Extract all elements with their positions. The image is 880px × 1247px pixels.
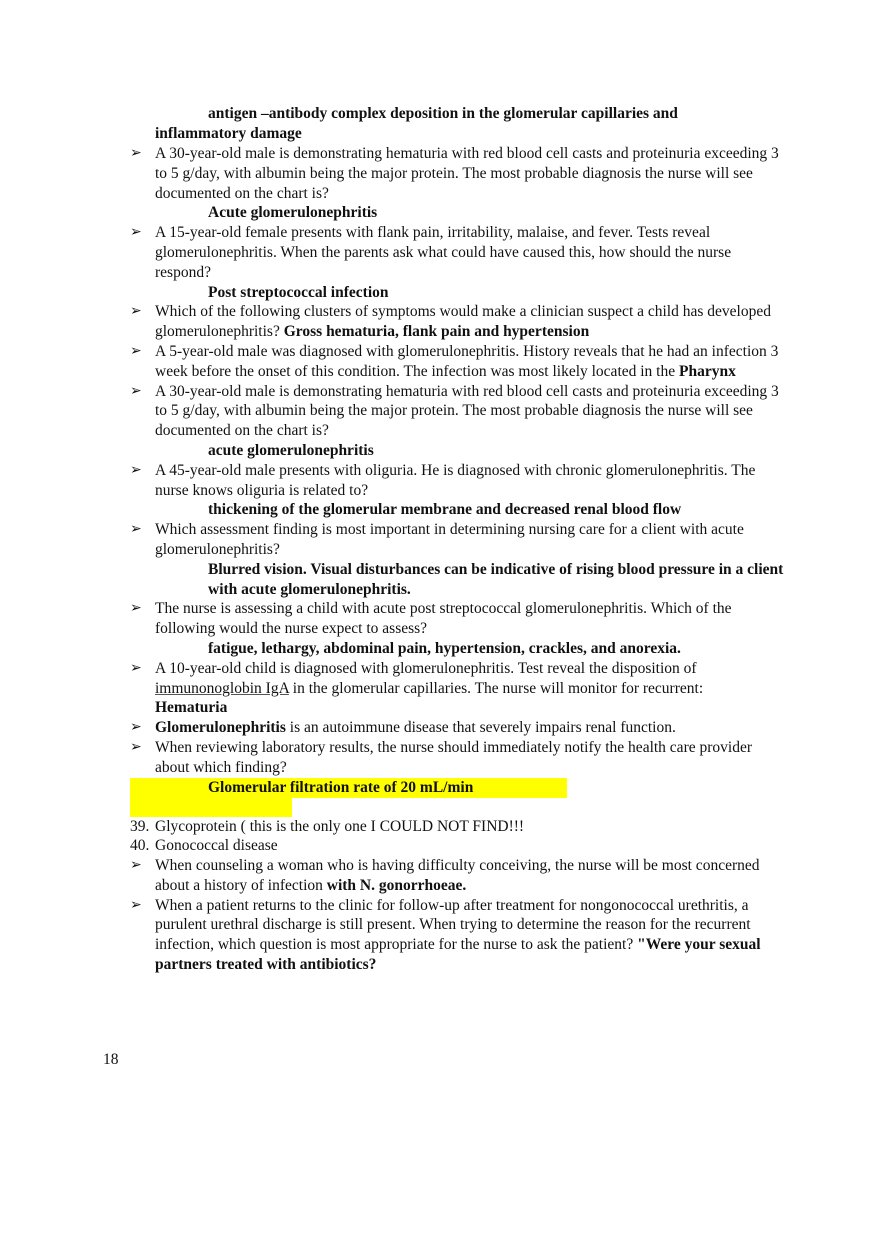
list-item [130,738,790,778]
question-text: is an autoimmune disease that severely impairs renal function. [289,719,676,737]
list-item [130,461,790,520]
answer-text: Hematuria [155,699,228,717]
answer-continued: antigen –antibody complex deposition in the glomerular capillaries and inflammatory damage [155,105,678,142]
list-item [130,520,790,599]
list-item [130,302,790,342]
list-item [130,718,790,738]
list-item [130,382,790,461]
answer-text: Glomerular filtration rate of 20 mL/min [208,778,474,796]
list-item [130,599,790,658]
answer-text: Blurred vision. Visual disturbances can be indicative of rising blood pressure in a client with acute glomerulonephritis. [208,560,784,598]
arrow-bullet-icon: ➢ [130,738,142,755]
list-item [130,856,790,896]
arrow-bullet-icon: ➢ [130,896,142,913]
question-text: A 10-year-old child is diagnosed with glomerulonephritis. Test reveal the disposition of immunonoglobin IgA in the glomerular capillaries. The nurse will monitor for recurrent: [155,659,704,697]
arrow-bullet-icon: ➢ [130,224,142,241]
answer-text: "Were your sexual partners treated with antibiotics? [155,936,761,974]
question-text: A 30-year-old male is demonstrating hematuria with red blood cell casts and proteinuria exceeding 3 to 5 g/day, with albumin being the major protein. The most probable diagnosis the nurse will see documented on the chart is? [155,382,779,440]
arrow-bullet-icon: ➢ [130,145,142,161]
item-number: 40. [130,837,150,855]
underlined-term: immunonoglobin IgA [155,679,289,697]
answer-text: acute glomerulonephritis [208,441,374,459]
list-item [130,896,790,975]
arrow-bullet-icon: ➢ [130,719,142,736]
question-text: A 15-year-old female presents with flank pain, irritability, malaise, and fever. Tests reveal glomerulonephritis. When the parents ask what could have caused this, how should the nurse respond? [155,224,732,281]
numbered-item [130,836,790,856]
arrow-bullet-icon: ➢ [130,659,142,676]
answer-text: Acute glomerulonephritis [208,204,378,222]
arrow-bullet-icon: ➢ [130,303,142,320]
question-text: Which assessment finding is most important in determining nursing care for a client with acute glomerulonephritis? [155,521,744,558]
bold-term: Glomerulonephritis [155,719,286,737]
arrow-bullet-icon: ➢ [130,857,142,874]
numbered-item [130,817,790,837]
question-text: Which of the following clusters of symptoms would make a clinician suspect a child has developed glomerulonephritis? [155,303,771,341]
page-number: 18 [103,1051,119,1068]
question-text: When a patient returns to the clinic for follow-up after treatment for nongonococcal urethritis, a purulent urethral discharge is still present. When trying to determine the reason for the recurrent infection, which question is most appropriate for the nurse to ask the patient? [155,896,751,954]
item-number: 39. [130,817,150,835]
list-item [130,223,790,302]
item-text: Gonococcal disease [155,837,278,855]
arrow-bullet-icon: ➢ [130,600,142,617]
arrow-bullet-icon: ➢ [130,521,142,538]
question-text: The nurse is assessing a child with acute post streptococcal glomerulonephritis. Which of the following would the nurse expect to assess? [155,600,732,638]
answer-text: Gross hematuria, flank pain and hypertension [283,323,590,341]
answer-text: with N. gonorrhoeae. [326,876,467,894]
answer-text: Pharynx [679,362,736,380]
question-list [130,144,790,975]
arrow-bullet-icon: ➢ [130,342,142,359]
highlighted-answer [130,778,790,817]
item-text: Glycoprotein ( this is the only one I COULD NOT FIND!!! [155,817,525,835]
question-text: When reviewing laboratory results, the nurse should immediately notify the health care provider about which finding? [155,738,752,776]
list-item [130,342,790,382]
question-text: A 30-year-old male is demonstrating hematuria with red blood cell casts and proteinuria exceeding 3 to 5 g/day, with albumin being the major protein. The most probable diagnosis the nurse will see documented on the chart is? [155,145,779,202]
list-item [130,144,790,223]
answer-text: Post streptococcal infection [208,283,389,301]
answer-text: thickening of the glomerular membrane and decreased renal blood flow [208,501,682,519]
question-text: A 45-year-old male presents with oliguria. He is diagnosed with chronic glomerulonephritis. The nurse knows oliguria is related to? [155,461,756,499]
arrow-bullet-icon: ➢ [130,382,142,399]
answer-text: fatigue, lethargy, abdominal pain, hypertension, crackles, and anorexia. [208,639,681,657]
highlight-band [130,798,292,817]
question-text: A 5-year-old male was diagnosed with glomerulonephritis. History reveals that he had an infection 3 week before the onset of this condition. The infection was most likely located in the [155,342,779,380]
arrow-bullet-icon: ➢ [130,461,142,478]
list-item [130,659,790,718]
question-text: When counseling a woman who is having difficulty conceiving, the nurse will be most concerned about a history of infection [155,857,760,894]
